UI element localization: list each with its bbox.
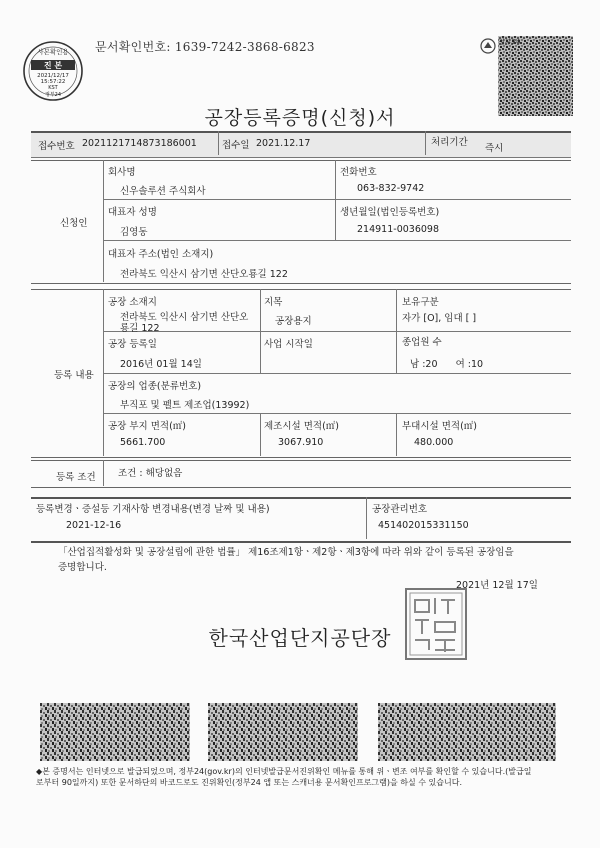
issuer-name: 한국산업단지공단장	[208, 626, 392, 650]
conditions-label: 등록 조건	[56, 472, 96, 483]
factory-address-label: 공장 소재지	[108, 297, 157, 308]
factory-address-line2: 룡길 122	[120, 323, 160, 334]
applicant-section-label: 신청인	[60, 218, 88, 229]
ownership-type: 자가 [O], 임대 [ ]	[402, 313, 477, 324]
phone-label: 전화번호	[340, 167, 377, 178]
processing-period: 즉시	[485, 143, 504, 154]
management-number-label: 공장관리번호	[372, 504, 428, 515]
birth-date-label: 생년월일(법인등록번호)	[340, 207, 440, 218]
registration-date: 2016년 01월 14일	[120, 359, 202, 370]
ownership-label: 보유구분	[402, 297, 439, 308]
site-area-label: 공장 부지 면적(㎡)	[108, 421, 187, 432]
statement-line2: 증명합니다.	[58, 562, 107, 573]
footer-line2: 로부터 90일까지) 또한 문서하단의 바코드로도 진위확인(정부24 앱 또는 스캐너용 문서확인프로그램)을 하실 수 있습니다.	[36, 778, 462, 787]
manufacturing-area: 3067.910	[278, 437, 324, 448]
divider	[335, 160, 336, 240]
divider	[396, 413, 397, 456]
auxiliary-area-label: 부대시설 면적(㎡)	[402, 421, 477, 432]
barcode-middle	[208, 703, 358, 761]
seal-time-text: 15:57:22	[40, 79, 66, 85]
divider	[366, 497, 367, 539]
copy-verification-seal	[22, 40, 84, 102]
site-area: 5661.700	[120, 437, 166, 448]
seal-bottom-text: 정부24	[44, 92, 62, 98]
statement-line1: 「산업집적활성화 및 공장설립에 관한 법률」 제16조제1항ㆍ제2항ㆍ제3항에 따라 위와 같이 등록된 공장임을	[58, 547, 514, 558]
auxiliary-area: 480.000	[414, 437, 454, 448]
corporate-registration-number: 214911-0036098	[357, 224, 440, 235]
receipt-number-label: 접수번호	[38, 141, 75, 152]
employee-count: 남 :20 여 :10	[410, 359, 484, 370]
conditions-value: 조건 : 해당없음	[118, 468, 183, 479]
divider	[103, 160, 104, 282]
issue-date: 2021년 12월 17일	[456, 580, 538, 591]
footer-notice	[36, 766, 576, 788]
divider	[103, 460, 104, 486]
document-number-value: 1639-7242-3868-6823	[174, 40, 315, 54]
changes-label: 등록변경ㆍ증설등 기재사항 변경내용(변경 날짜 및 내용)	[36, 504, 270, 515]
gov24-tag: 정부24	[498, 38, 521, 46]
divider	[260, 413, 261, 456]
management-number: 451402015331150	[378, 520, 469, 531]
manufacturing-area-label: 제조시설 면적(㎡)	[264, 421, 339, 432]
document-title: 공장등록증명(신청)서	[204, 107, 396, 129]
conditions-section	[31, 460, 571, 488]
document-number	[95, 38, 315, 55]
land-category: 공장용지	[275, 316, 312, 327]
representative-name: 김영동	[120, 227, 148, 238]
receipt-date: 2021.12.17	[256, 138, 311, 149]
divider	[103, 240, 571, 241]
divider	[103, 199, 571, 200]
processing-period-label: 처리기간	[431, 137, 468, 148]
registration-section-label: 등록 내용	[54, 370, 94, 381]
business-start-label: 사업 시작일	[264, 339, 313, 350]
applicant-section	[31, 160, 571, 284]
employee-count-label: 종업원 수	[402, 337, 442, 348]
seal-top-text: 사본확인용	[37, 48, 69, 56]
divider	[425, 131, 426, 155]
receipt-date-label: 접수일	[222, 140, 250, 151]
registration-date-label: 공장 등록일	[108, 339, 157, 350]
industry: 부직포 및 펠트 제조업(13992)	[120, 400, 250, 411]
footer-line1: ◆본 증명서는 인터넷으로 발급되었으며, 정부24(gov.kr)의 인터넷발급문서진위확인 메뉴를 통해 위ㆍ변조 여부를 확인할 수 있습니다.(발급일	[36, 767, 532, 776]
land-category-label: 지목	[264, 297, 283, 308]
representative-address: 전라북도 익산시 삼기면 산단오룡길 122	[120, 269, 288, 280]
representative-name-label: 대표자 성명	[108, 207, 157, 218]
seal-mid-text: 진 본	[43, 61, 63, 70]
divider	[218, 131, 219, 155]
changes-value: 2021-12-16	[66, 520, 122, 531]
divider	[103, 413, 571, 414]
seal-date-text: 2021/12/17	[37, 73, 69, 79]
representative-address-label: 대표자 주소(법인 소재지)	[108, 249, 214, 260]
industry-label: 공장의 업종(분류번호)	[108, 381, 202, 392]
barcode-left	[40, 703, 190, 761]
document-number-label: 문서확인번호:	[95, 40, 171, 54]
receipt-number: 2021121714873186001	[82, 138, 197, 149]
phone-number: 063-832-9742	[357, 183, 425, 194]
factory-address-line1: 전라북도 익산시 삼기면 산단오	[120, 312, 249, 323]
divider	[103, 331, 571, 332]
divider	[103, 373, 571, 374]
company-name-label: 회사명	[108, 167, 136, 178]
barcode-right	[378, 703, 556, 761]
seal-kst-text: KST	[48, 85, 58, 91]
company-name: 신우솔루션 주식회사	[120, 186, 206, 197]
